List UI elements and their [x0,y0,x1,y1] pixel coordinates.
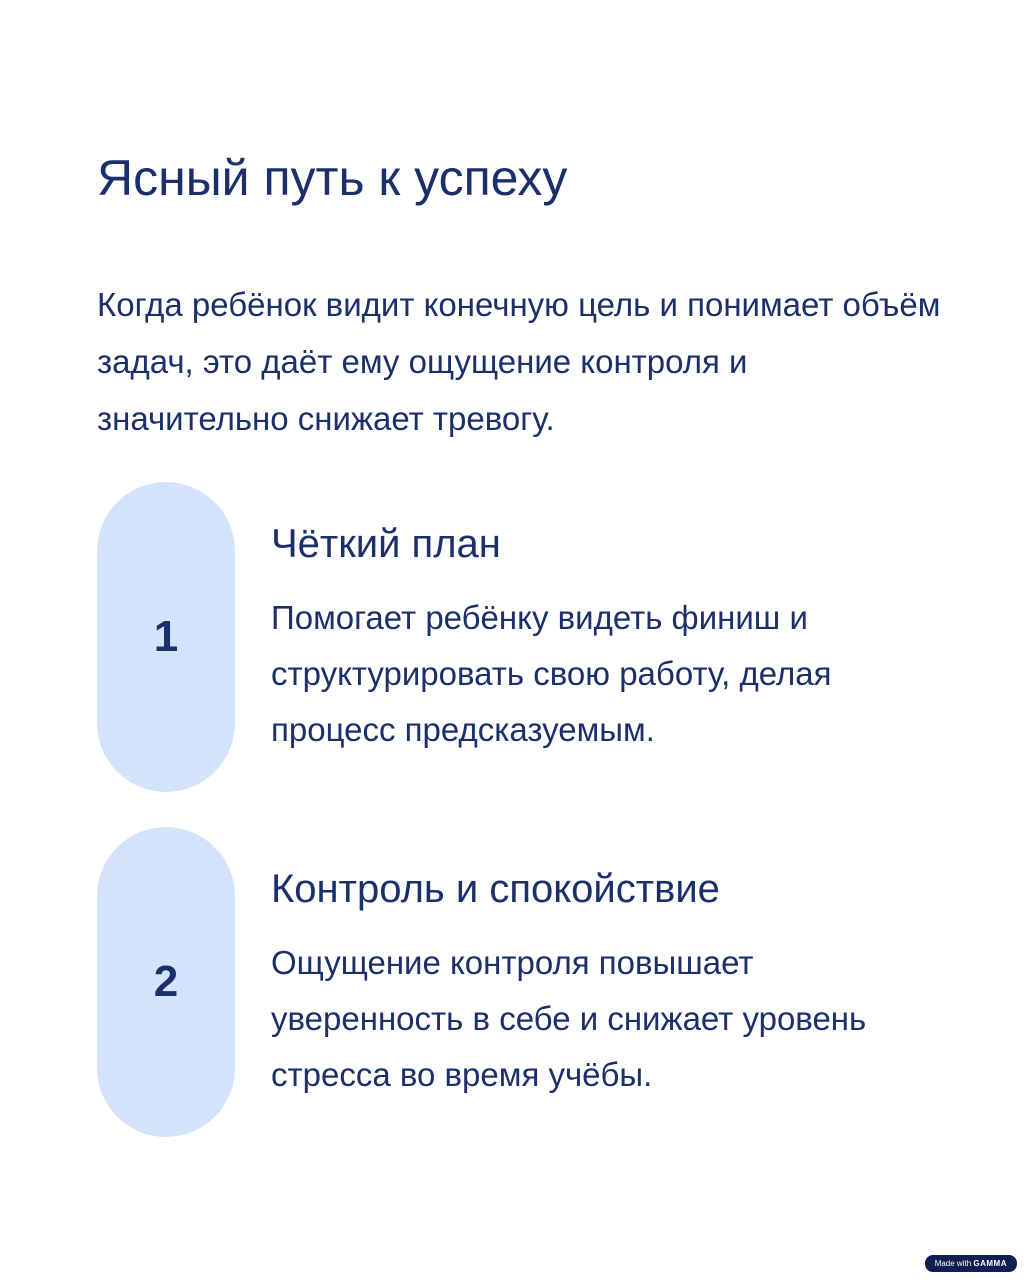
made-with-gamma-badge[interactable] [925,1255,1017,1272]
badge-prefix: Made with [934,1259,972,1268]
step-number-pill [97,482,235,792]
step-number: 2 [153,957,179,1006]
step-item [97,827,947,1137]
step-description: Ощущение контроля повышает уверенность в себе и снижает уровень стресса во время учёбы. [271,944,867,1093]
step-number: 1 [153,612,179,661]
intro-paragraph: Когда ребёнок видит конечную цель и понимает объём задач, это даёт ему ощущение контроля и значительно снижает тревогу. [97,286,941,437]
step-title: Чёткий план [271,522,501,566]
slide-title: Ясный путь к успеху [97,150,568,206]
step-item [97,482,947,792]
step-description: Помогает ребёнку видеть финиш и структурировать свою работу, делая процесс предсказуемым. [271,599,832,748]
step-title: Контроль и спокойствие [271,867,720,911]
gamma-logo-text: GAMMA [973,1259,1007,1268]
step-number-pill [97,827,235,1137]
